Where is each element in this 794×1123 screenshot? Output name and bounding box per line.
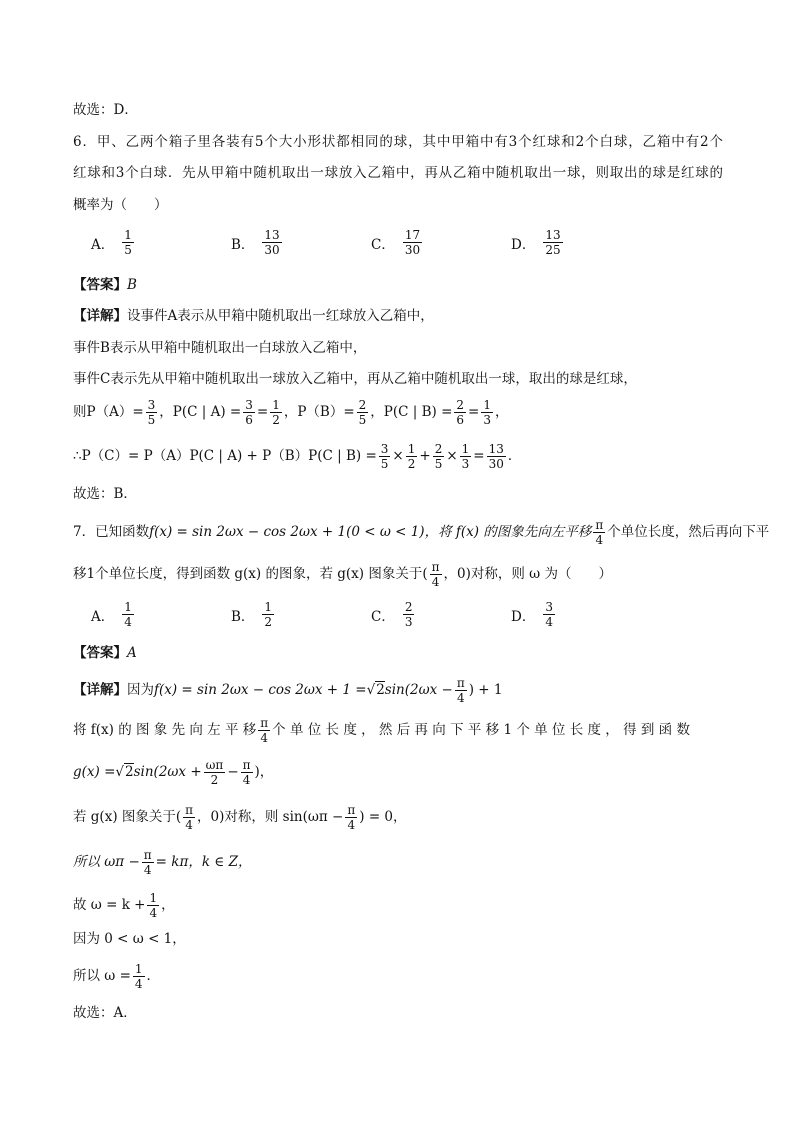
q7-options bbox=[91, 600, 651, 629]
q7-detail-3: g(x) =√2sin(2ωx + $\frac{\omega\pi}{2}$ − $\frac{\pi}{4}$ )， bbox=[73, 758, 274, 787]
q7-stem-line2: 移1个单位长度，得到函数 g(x) 的图象，若 g(x) 图象关于( $\frac{\pi}{4}$ ，0)对称，则 ω 为（ ） bbox=[73, 560, 612, 589]
q7-stem-line1: 7．已知函数f(x) = sin 2ωx − cos 2ωx + 1(0 < ω < 1)，将 f(x) 的图象先向左平移 $\frac{\pi}{4}$ 个单位长度，然后再向下平 bbox=[73, 518, 770, 547]
q7-answer: 【答案】A bbox=[73, 645, 137, 661]
q6-option-a: A． $\frac{1}{5}$ bbox=[91, 228, 132, 257]
q6-option-c: C． $\frac{17}{30}$ bbox=[371, 228, 421, 257]
q7-option-a: A． $\frac{1}{4}$ bbox=[91, 600, 132, 629]
q6-total-probability: ∴P（C）= P（A）P(C | A) + P（B）P(C | B) = $\frac{3}{5}$ × $\frac{1}{2}$ + $\frac{2}{5}$ × $\frac{1}{3}$ = $\frac{13}{30}$ ． bbox=[73, 442, 522, 471]
q6-option-d: D． $\frac{13}{25}$ bbox=[511, 228, 561, 257]
q7-detail-5: 所以 ωπ − $\frac{\pi}{4}$ = kπ，k ∈ Z， bbox=[73, 848, 252, 877]
q6-detail-2: 事件B表示从甲箱中随机取出一白球放入乙箱中， bbox=[73, 340, 367, 356]
q7-option-c: C． $\frac{2}{3}$ bbox=[371, 600, 413, 629]
q6-number: 6． bbox=[73, 134, 97, 150]
q7-detail-1: 【详解】因为f(x) = sin 2ωx − cos 2ωx + 1 =√2sin(2ωx − $\frac{\pi}{4}$ ) + 1 bbox=[73, 676, 503, 705]
q6-text-1: 甲、乙两个箱子里各装有5个大小形状都相同的球，其中甲箱中有3个红球和2个白球，乙箱中有2个 bbox=[96, 134, 724, 150]
q7-option-b: B． $\frac{1}{2}$ bbox=[231, 600, 273, 629]
q6-detail-3: 事件C表示先从甲箱中随机取出一球放入乙箱中，再从乙箱中随机取出一球，取出的球是红球， bbox=[73, 371, 637, 387]
q6-stem-line3: 概率为（ ） bbox=[73, 197, 168, 213]
q7-option-d: D． $\frac{3}{4}$ bbox=[511, 600, 553, 629]
q7-detail-2: 将 f(x) 的 图 象 先 向 左 平 移 $\frac{\pi}{4}$ 个 单 位 长 度 ， 然 后 再 向 下 平 移 1 个 单 位 长 度 ， 得 到 函 数 bbox=[73, 716, 690, 745]
q6-option-b: B． $\frac{13}{30}$ bbox=[231, 228, 280, 257]
q7-detail-4: 若 g(x) 图象关于( $\frac{\pi}{4}$ ，0)对称，则 sin(ωπ − $\frac{\pi}{4}$ ) = 0， bbox=[73, 803, 407, 832]
q6-stem-line1 bbox=[73, 132, 723, 152]
q6-detail-1: 【详解】设事件A表示从甲箱中随机取出一红球放入乙箱中， bbox=[73, 308, 434, 324]
q5-conclusion: 故选：D． bbox=[73, 102, 138, 118]
q7-detail-7: 因为 0 < ω < 1， bbox=[73, 931, 186, 947]
q6-options bbox=[91, 228, 651, 257]
q6-answer: 【答案】B bbox=[73, 277, 137, 293]
sqrt-symbol: √2 bbox=[366, 682, 385, 698]
q6-stem-line2: 红球和3个白球．先从甲箱中随机取出一球放入乙箱中，再从乙箱中随机取出一球，则取出的球是红球的 bbox=[73, 165, 723, 181]
q7-detail-6: 故 ω = k + $\frac{1}{4}$ ， bbox=[73, 891, 175, 920]
q7-detail-8: 所以 ω = $\frac{1}{4}$ ． bbox=[73, 962, 161, 991]
q6-conclusion: 故选：B． bbox=[73, 486, 137, 502]
q7-conclusion: 故选：A． bbox=[73, 1005, 137, 1021]
q6-probabilities: 则P（A）= $\frac{3}{5}$ ，P(C | A) = $\frac{3}{6}$ = $\frac{1}{2}$ ，P（B）= $\frac{2}{5}$ ，P(C | B) = $\frac{2}{6}$ = $\frac{1}{3}$ ， bbox=[73, 398, 509, 427]
